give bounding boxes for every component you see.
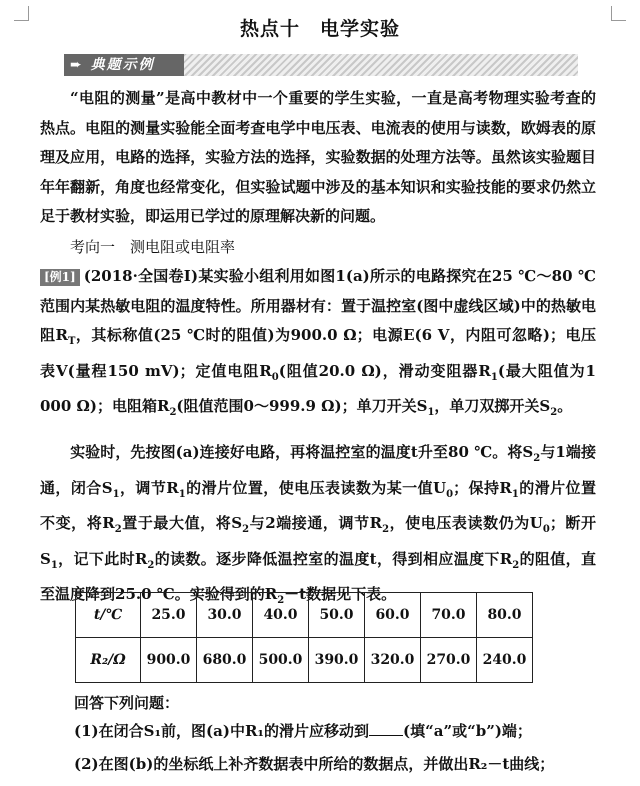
data-table	[75, 592, 533, 683]
page-title: 热点十 电学实验	[239, 18, 400, 40]
question-2: (2)在图(b)的坐标纸上补齐数据表中所给的数据点，并做出R₂－t曲线；	[74, 755, 555, 773]
table-cell: 70.0	[421, 593, 477, 638]
question-1-suffix: (填“a”或“b”)端；	[403, 722, 532, 740]
table-cell: 50.0	[309, 593, 365, 638]
table-cell: 320.0	[365, 638, 421, 683]
table-cell: 900.0	[141, 638, 197, 683]
example-text: (2018·全国卷Ⅰ)某实验小组利用如图1(a)所示的电路探究在25 ℃～80 ℃范围内某热敏电阻的温度特性。所用器材有：置于温控室(图中虚线区域)中的热敏电阻$R_T$，其标称值(25 ℃时的阻值)为900.0 Ω；电源E(6 V，内阻可忽略)；电压表V(量程150 mV)；定值电阻$R_0$(阻值20.0 Ω)，滑动变阻器$R_1$(最大阻值为1 000 Ω)；电阻箱$R_2$(阻值范围0～999.9 Ω)；单刀开关$S_1$，单刀双掷开关$S_2$。	[40, 267, 596, 418]
direction-heading: 考向一 测电阻或电阻率	[70, 238, 236, 256]
table-header-cell: t/℃	[76, 593, 141, 638]
section-banner	[64, 54, 578, 76]
banner-stripe	[184, 54, 578, 76]
procedure-text: 实验时，先按图(a)连接好电路，再将温控室的温度t升至80 ℃。将$S_2$与1端接通，闭合$S_1$，调节$R_1$的滑片位置，使电压表读数为某一值$U_0$；保持$R_1$的滑片位置不变，将$R_2$置于最大值，将$S_2$与2端接通，调节$R_2$，使电压表读数仍为$U_0$；断开$S_1$，记下此时$R_2$的读数。逐步降低温控室的温度t，得到相应温度下$R_2$的阻值，直至温度降到25.0 ℃。实验得到的$R_2-t$数据见下表。	[40, 443, 597, 606]
table-cell: 40.0	[253, 593, 309, 638]
table-row	[76, 593, 533, 638]
procedure-paragraph	[40, 438, 596, 616]
intro-text: “电阻的测量”是高中教材中一个重要的学生实验，一直是高考物理实验考查的热点。电阻的测量实验能全面考查电学中电压表、电流表的使用与读数，欧姆表的原理及应用，电路的选择，实验方法的选择，实验数据的处理方法等。虽然该实验题目年年翻新，角度也经常变化，但实验试题中涉及的基本知识和实验技能的要求仍然立足于教材实验，即运用已学过的原理解决新的问题。	[40, 89, 596, 225]
answer-prompt: 回答下列问题：	[74, 694, 180, 712]
section-tag	[64, 54, 184, 76]
table-cell: 80.0	[477, 593, 533, 638]
example-paragraph	[40, 262, 596, 428]
table-cell: 60.0	[365, 593, 421, 638]
intro-paragraph	[40, 84, 596, 232]
question-1	[74, 720, 532, 741]
question-1-text: (1)在闭合S₁前，图(a)中R₁的滑片应移动到	[74, 722, 369, 740]
table-cell: 25.0	[141, 593, 197, 638]
table-cell: 500.0	[253, 638, 309, 683]
table-cell: 30.0	[197, 593, 253, 638]
table-cell: 240.0	[477, 638, 533, 683]
table-header-cell: R₂/Ω	[76, 638, 141, 683]
table-cell: 390.0	[309, 638, 365, 683]
table-row	[76, 638, 533, 683]
section-tag-label: 典题示例	[90, 57, 155, 73]
example-label: [例1]	[40, 269, 80, 286]
arrow-right-icon: ➨	[70, 57, 84, 73]
answer-blank[interactable]	[369, 721, 403, 736]
table-cell: 270.0	[421, 638, 477, 683]
table-cell: 680.0	[197, 638, 253, 683]
